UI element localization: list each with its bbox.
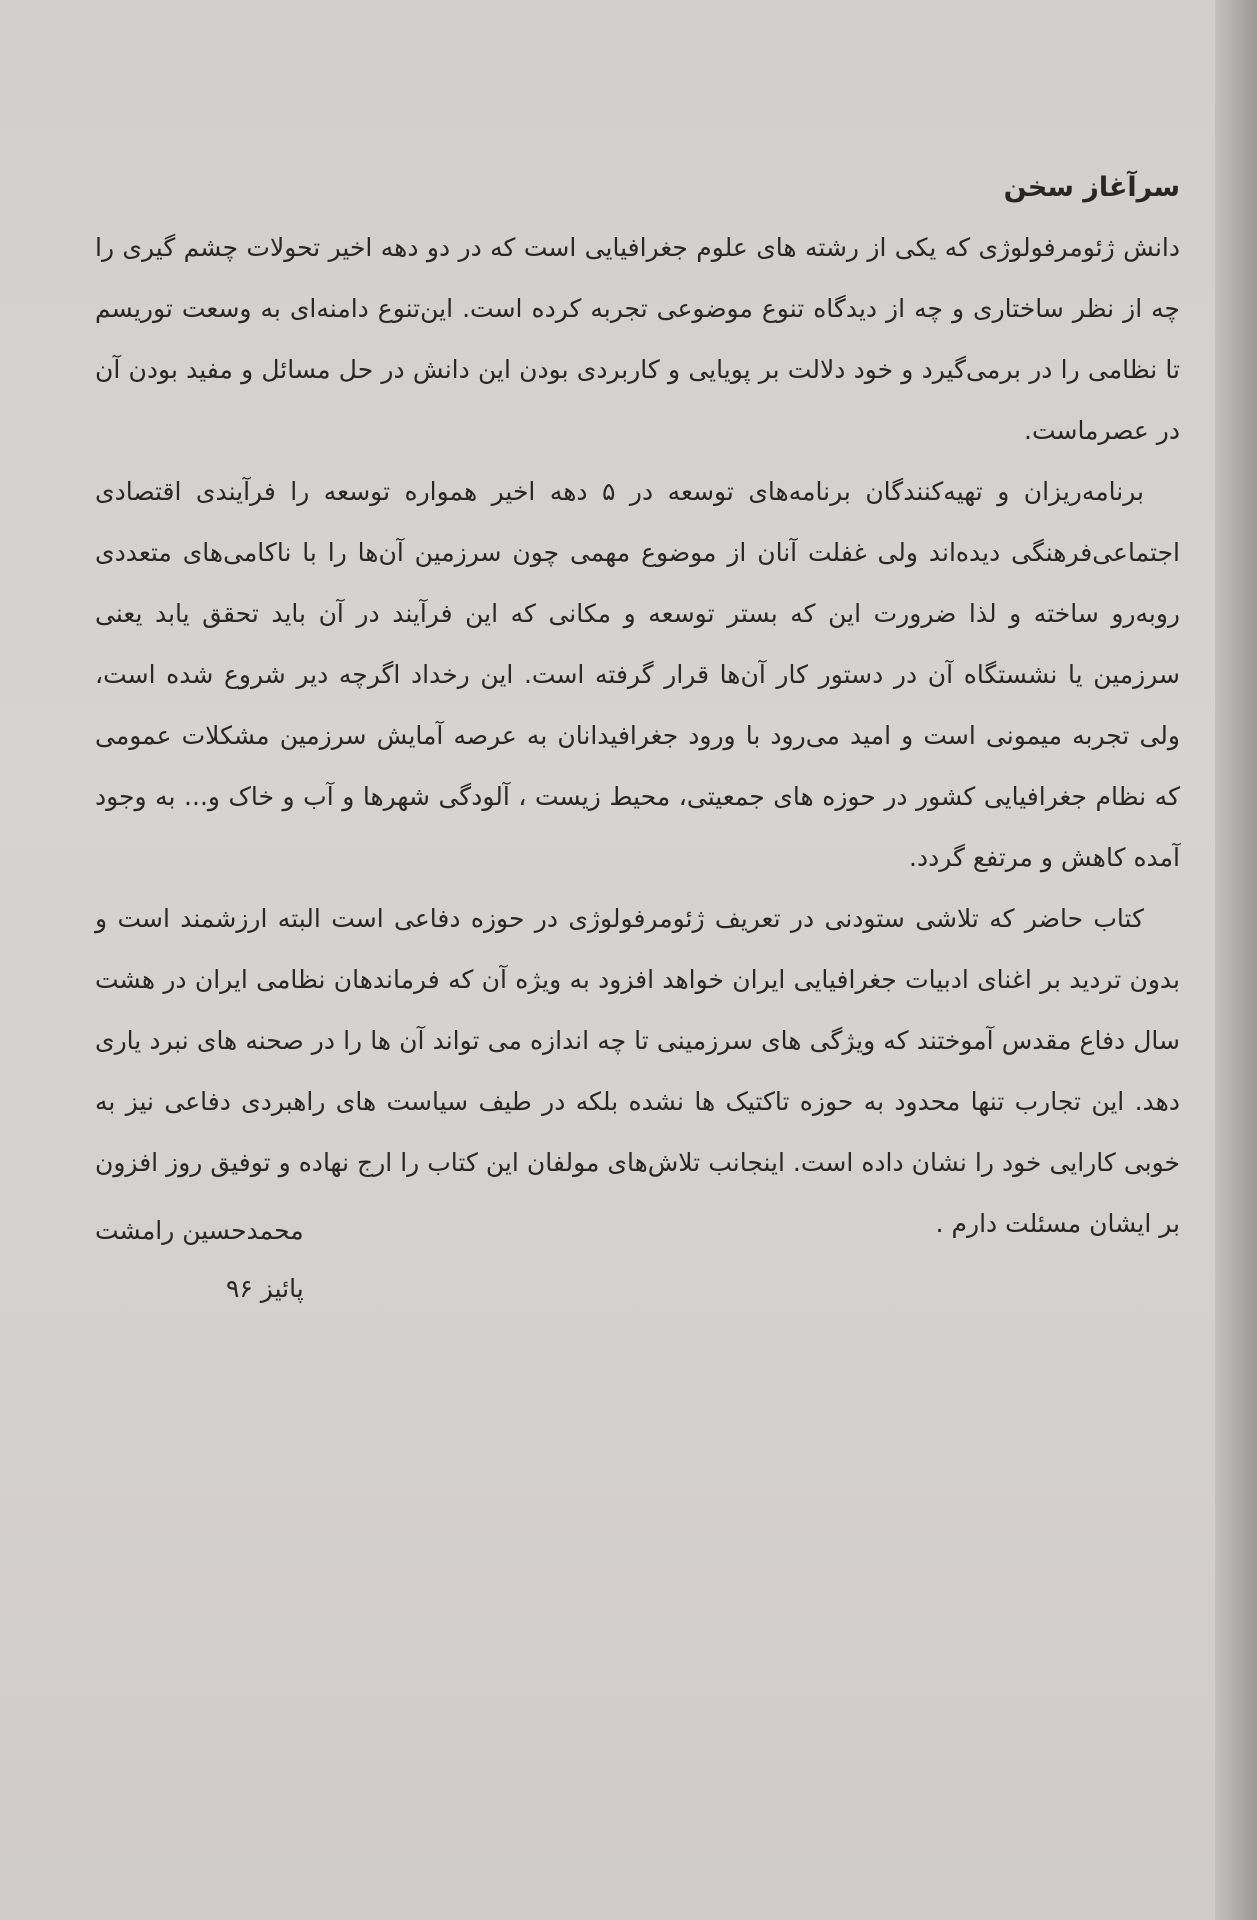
signature-block [95,1202,304,1318]
book-binding-shadow [1215,0,1257,1920]
paragraph-2: برنامه‌ریزان و تهیه‌کنندگان برنامه‌های توسعه در ۵ دهه اخیر همواره توسعه را فرآیندی اقتصادی اجتماعی‌فرهنگی دیده‌اند ولی غفلت آنان از موضوع مهمی چون سرزمین آن‌ها را با ناکامی‌های متعددی روبه‌رو ساخته و لذا ضرورت این که بستر توسعه و مکانی که این فرآیند در آن باید تحقق یابد یعنی سرزمین یا نشستگاه آن در دستور کار آن‌ها قرار گرفته است. این رخداد اگرچه دیر شروع شده است، ولی تجربه میمونی است و امید می‌رود با ورود جغرافیدانان به عرصه آمایش سرزمین مشکلات عمومی که نظام جغرافیایی کشور در حوزه های جمعیتی، محیط زیست ، آلودگی شهرها و آب و خاک و... به وجود آمده کاهش و مرتفع گردد. [95,477,1180,872]
preface-heading: سرآغاز سخن [1003,172,1180,203]
paragraph-3: کتاب حاضر که تلاشی ستودنی در تعریف ژئومرفولوژی در حوزه دفاعی است البته ارزشمند است و بدون تردید بر اغنای ادبیات جغرافیایی ایران خواهد افزود به ویژه آن که فرماندهان نظامی ایران در هشت سال دفاع مقدس آموختند که ویژگی های سرزمینی تا چه اندازه می تواند آن ها را در صحنه های نبرد یاری دهد. این تجارب تنها محدود به حوزه تاکتیک ها نشده بلکه در طیف سیاست های راهبردی دفاعی نیز به خوبی کارایی خود را نشان داده است. اینجانب تلاش‌های مولفان این کتاب را ارج نهاده و توفیق روز افزون بر ایشان مسئلت دارم . [95,904,1180,1238]
signature-author: محمدحسین رامشت [95,1216,304,1245]
signature-date: پائیز ۹۶ [225,1274,304,1303]
preface-text-block [95,165,1180,1254]
paragraph-1: دانش ژئومرفولوژی که یکی از رشته های علوم جغرافیایی است که در دو دهه اخیر تحولات چشم گیری را چه از نظر ساختاری و چه از دیدگاه تنوع موضوعی تجربه کرده است. این‌تنوع دامنه‌ای به وسعت توریسم تا نظامی را در برمی‌گیرد و خود دلالت بر پویایی و کاربردی بودن این دانش در حل مسائل و مفید بودن آن در عصرماست. [95,233,1180,445]
